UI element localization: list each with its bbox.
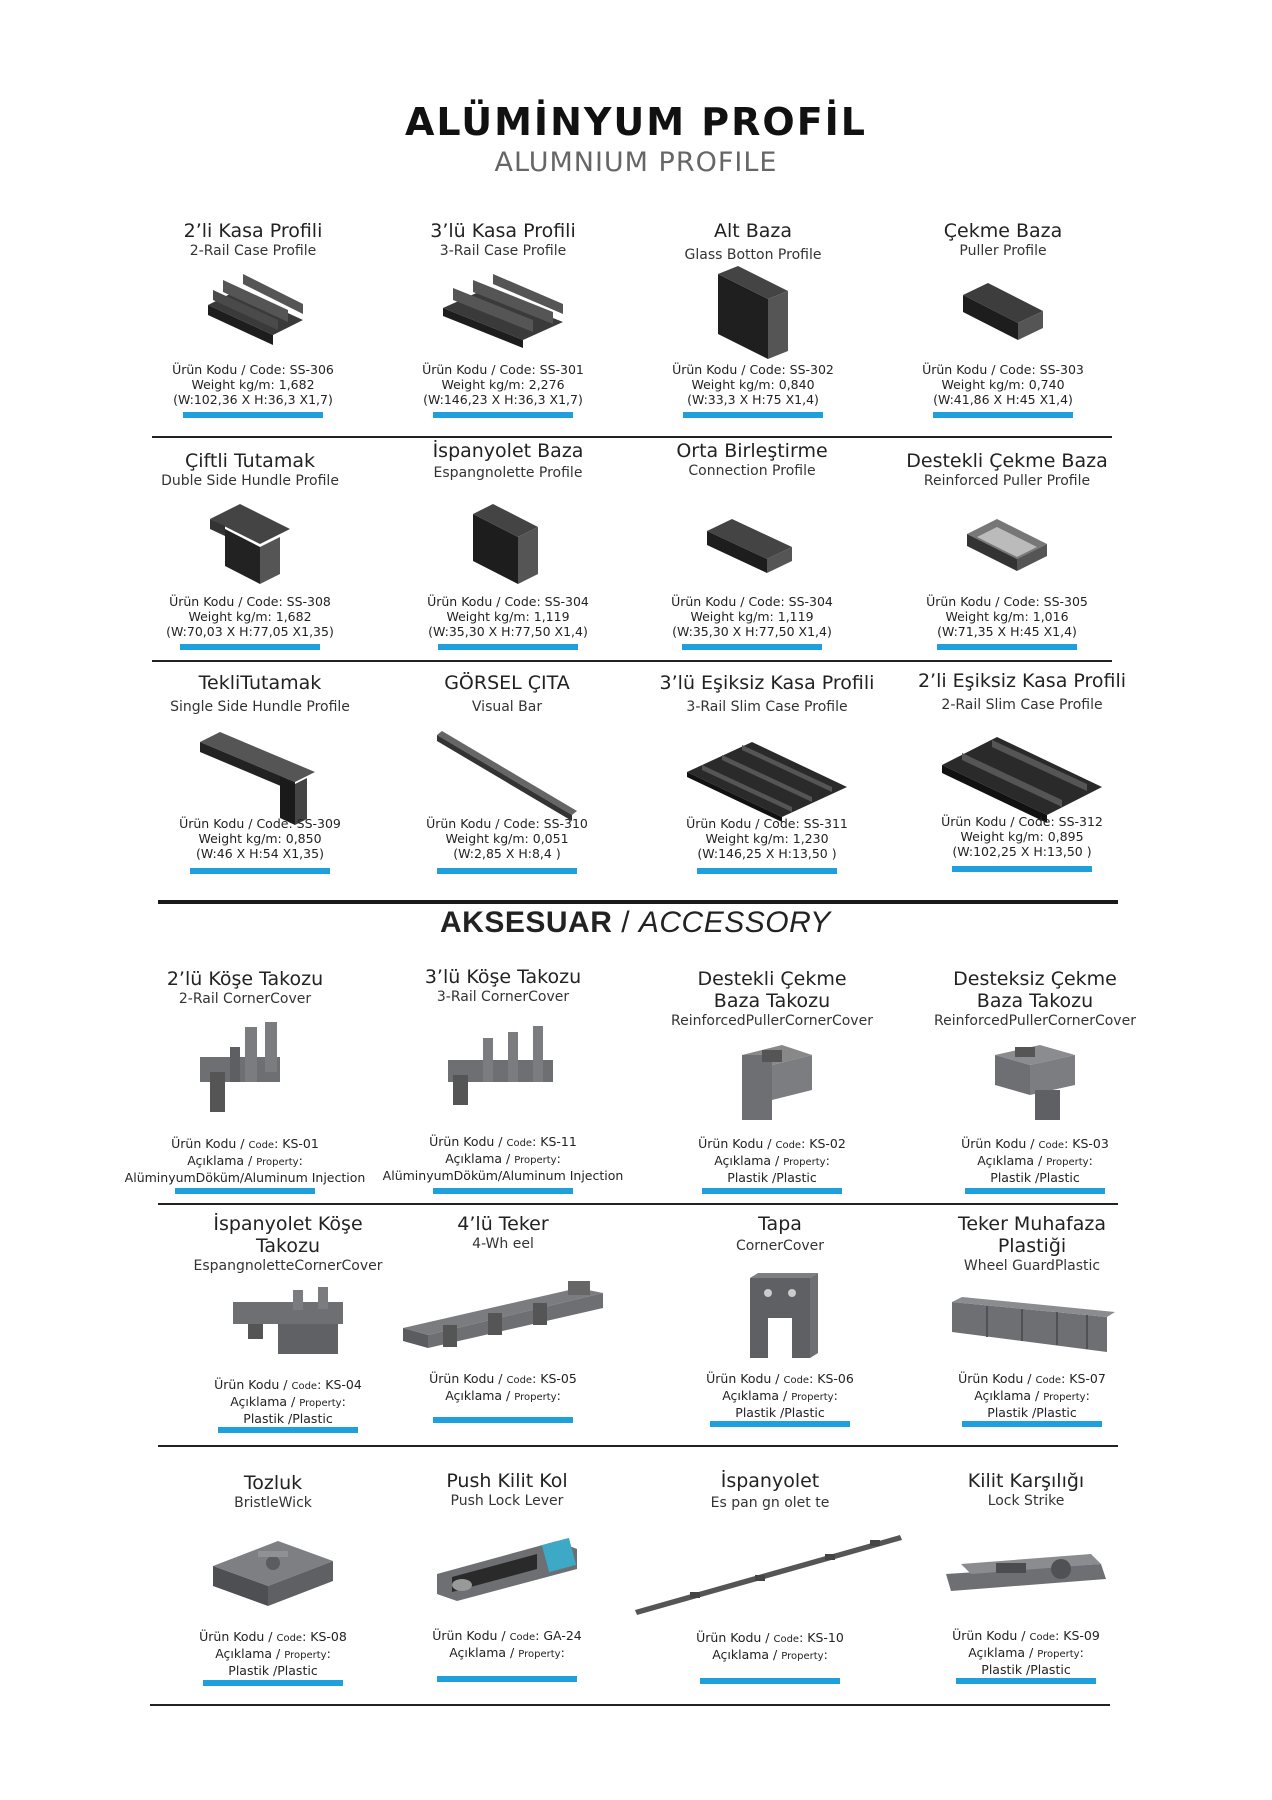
product-material: Plastik /Plastic xyxy=(735,1405,825,1420)
product-property-line: Açıklama / Property: xyxy=(445,1388,561,1403)
product-code-line: Ürün Kodu / Code: SS-310 xyxy=(426,816,588,831)
accent-bar xyxy=(175,1188,315,1194)
product-dimensions: (W:2,85 X H:8,4 ) xyxy=(453,846,561,861)
product-code: KS-01 xyxy=(282,1136,319,1151)
product-info xyxy=(640,1630,900,1664)
product-name: 2’li Eşiksiz Kasa Profili xyxy=(917,670,1127,692)
product-info xyxy=(896,1628,1156,1677)
product-material: Plastik /Plastic xyxy=(228,1663,318,1678)
product-card[interactable] xyxy=(637,672,897,882)
product-subtitle: Es pan gn olet te xyxy=(710,1495,830,1511)
product-material: AlüminyumDöküm/Aluminum Injection xyxy=(124,1170,366,1185)
product-card[interactable] xyxy=(123,220,383,420)
accessory-card[interactable] xyxy=(640,1470,900,1695)
accent-bar xyxy=(180,644,320,650)
product-subtitle: Espangnolette Profile xyxy=(433,465,583,481)
product-info xyxy=(873,362,1133,407)
product-name: Çiftli Tutamak xyxy=(185,450,315,472)
product-info xyxy=(377,1628,637,1662)
product-subtitle: Push Lock Lever xyxy=(450,1493,564,1509)
product-subtitle: 3-Rail Slim Case Profile xyxy=(686,699,848,715)
accent-bar xyxy=(433,1188,573,1194)
product-subtitle: 3-Rail Case Profile xyxy=(439,243,567,259)
accent-bar xyxy=(682,644,822,650)
two-rail-profile-icon xyxy=(123,260,383,360)
product-property-line: Açıklama / Property: xyxy=(974,1388,1090,1403)
product-code: SS-310 xyxy=(543,816,588,831)
accessory-card[interactable] xyxy=(896,1470,1156,1695)
product-property-line: Açıklama / Property: xyxy=(215,1646,331,1661)
product-property-line: Açıklama / Property: xyxy=(445,1151,561,1166)
product-material: Plastik /Plastic xyxy=(990,1170,1080,1185)
product-weight: Weight kg/m: 0,840 xyxy=(691,377,815,392)
accent-bar xyxy=(962,1421,1102,1427)
reinforced-puller-corner-icon xyxy=(642,1030,902,1130)
accent-bar xyxy=(933,412,1073,418)
product-property-line: Açıklama / Property: xyxy=(449,1645,565,1660)
accent-bar xyxy=(683,412,823,418)
row-divider xyxy=(158,1203,1118,1205)
product-weight: Weight kg/m: 1,682 xyxy=(188,609,312,624)
accessory-card[interactable] xyxy=(373,966,633,1191)
product-info xyxy=(377,816,637,861)
product-subtitle: 3-Rail CornerCover xyxy=(436,989,570,1005)
accessory-card[interactable] xyxy=(650,1213,910,1438)
product-name: 2’lü Köşe Takozu xyxy=(166,968,324,990)
product-code: SS-309 xyxy=(296,816,341,831)
product-card[interactable] xyxy=(373,220,633,420)
product-subtitle: Connection Profile xyxy=(688,463,816,479)
product-subtitle: Lock Strike xyxy=(987,1493,1065,1509)
product-property-line: Açıklama / Property: xyxy=(977,1153,1093,1168)
product-subtitle: 2-Rail Case Profile xyxy=(189,243,317,259)
product-code-line: Ürün Kodu / Code: KS-09 xyxy=(952,1628,1100,1643)
product-code: KS-10 xyxy=(807,1630,844,1645)
product-material: AlüminyumDöküm/Aluminum Injection xyxy=(382,1168,624,1183)
product-info xyxy=(642,1136,902,1185)
product-material: Plastik /Plastic xyxy=(981,1662,1071,1677)
product-subtitle: Single Side Hundle Profile xyxy=(170,699,350,715)
product-name: İspanyolet Baza xyxy=(432,440,584,462)
product-weight: Weight kg/m: 0,740 xyxy=(941,377,1065,392)
product-weight: Weight kg/m: 1,016 xyxy=(945,609,1069,624)
product-code: SS-312 xyxy=(1058,814,1103,829)
product-subtitle: Puller Profile xyxy=(959,243,1047,259)
lock-strike-icon xyxy=(896,1514,1156,1624)
accent-bar xyxy=(433,412,573,418)
accent-bar xyxy=(956,1678,1096,1684)
three-rail-profile-icon xyxy=(373,260,633,360)
product-code: KS-06 xyxy=(817,1371,854,1386)
product-info xyxy=(902,1371,1162,1420)
product-card[interactable] xyxy=(130,672,390,882)
product-dimensions: (W:33,3 X H:75 X1,4) xyxy=(687,392,819,407)
accent-bar xyxy=(183,412,323,418)
product-subtitle: Reinforced Puller Profile xyxy=(923,473,1091,489)
product-code-line: Ürün Kodu / Code: SS-301 xyxy=(422,362,584,377)
product-name: Çekme Baza xyxy=(943,220,1063,242)
double-handle-profile-icon xyxy=(120,494,380,594)
product-card[interactable] xyxy=(873,220,1133,420)
product-card[interactable] xyxy=(877,450,1137,650)
product-info xyxy=(373,1134,633,1183)
cap-icon xyxy=(650,1263,910,1373)
accent-bar xyxy=(965,1188,1105,1194)
product-dimensions: (W:41,86 X H:45 X1,4) xyxy=(933,392,1073,407)
product-code-line: Ürün Kodu / Code: SS-309 xyxy=(179,816,341,831)
product-property-line: Açıklama / Property: xyxy=(968,1645,1084,1660)
row-divider xyxy=(152,436,1112,438)
product-property-line: Açıklama / Property: xyxy=(714,1153,830,1168)
two-rail-corner-cover-icon xyxy=(115,1012,375,1122)
product-material: Plastik /Plastic xyxy=(243,1411,333,1426)
product-name: Desteksiz Çekme Baza Takozu xyxy=(953,968,1117,1012)
product-name: Kilit Karşılığı xyxy=(967,1470,1085,1492)
product-info xyxy=(378,594,638,639)
product-name: 2’li Kasa Profili xyxy=(183,220,323,242)
product-subtitle: BristleWick xyxy=(234,1495,312,1511)
product-weight: Weight kg/m: 0,051 xyxy=(445,831,569,846)
product-card[interactable] xyxy=(623,220,883,420)
row-divider xyxy=(150,1704,1110,1706)
accent-bar xyxy=(190,868,330,874)
row-divider xyxy=(152,660,1112,662)
product-code-line: Ürün Kodu / Code: KS-03 xyxy=(961,1136,1109,1151)
product-subtitle: 2-Rail CornerCover xyxy=(178,991,312,1007)
product-property-line: Açıklama / Property: xyxy=(187,1153,303,1168)
espagnolette-profile-icon xyxy=(378,494,638,594)
product-name: TekliTutamak xyxy=(198,672,322,694)
product-code: SS-301 xyxy=(539,362,584,377)
accent-bar xyxy=(433,1417,573,1423)
product-code: SS-306 xyxy=(289,362,334,377)
product-info xyxy=(650,1371,910,1420)
product-info xyxy=(123,362,383,407)
product-code-line: Ürün Kodu / Code: KS-02 xyxy=(698,1136,846,1151)
accessory-card[interactable] xyxy=(642,968,902,1193)
puller-corner-icon xyxy=(905,1030,1165,1130)
product-info xyxy=(130,816,390,861)
product-weight: Weight kg/m: 1,230 xyxy=(705,831,829,846)
product-code-line: Ürün Kodu / Code: SS-306 xyxy=(172,362,334,377)
product-code-line: Ürün Kodu / Code: KS-04 xyxy=(214,1377,362,1392)
product-card[interactable] xyxy=(120,450,380,650)
product-code: SS-303 xyxy=(1039,362,1084,377)
product-info xyxy=(115,1136,375,1185)
product-name: Push Kilit Kol xyxy=(446,1470,568,1492)
product-name: Tapa xyxy=(758,1213,802,1235)
product-property-line: Açıklama / Property: xyxy=(722,1388,838,1403)
accessory-card[interactable] xyxy=(143,1472,403,1697)
product-code-line: Ürün Kodu / Code: SS-303 xyxy=(922,362,1084,377)
product-code-line: Ürün Kodu / Code: KS-06 xyxy=(706,1371,854,1386)
product-dimensions: (W:71,35 X H:45 X1,4) xyxy=(937,624,1077,639)
accent-bar xyxy=(700,1678,840,1684)
product-code-line: Ürün Kodu / Code: SS-304 xyxy=(671,594,833,609)
product-subtitle: Wheel GuardPlastic xyxy=(963,1258,1101,1274)
product-property-line: Açıklama / Property: xyxy=(230,1394,346,1409)
product-material: Plastik /Plastic xyxy=(727,1170,817,1185)
accent-bar xyxy=(952,866,1092,872)
product-property-line: Açıklama / Property: xyxy=(712,1647,828,1662)
product-code: KS-11 xyxy=(540,1134,577,1149)
product-name: Teker Muhafaza Plastiği xyxy=(957,1213,1106,1257)
product-code-line: Ürün Kodu / Code: KS-11 xyxy=(429,1134,577,1149)
product-dimensions: (W:102,36 X H:36,3 X1,7) xyxy=(173,392,333,407)
product-subtitle: CornerCover xyxy=(735,1238,825,1254)
accent-bar xyxy=(437,868,577,874)
product-weight: Weight kg/m: 1,119 xyxy=(446,609,570,624)
product-code-line: Ürün Kodu / Code: SS-308 xyxy=(169,594,331,609)
section-divider xyxy=(158,900,1118,904)
product-dimensions: (W:70,03 X H:77,05 X1,35) xyxy=(166,624,334,639)
product-subtitle: Visual Bar xyxy=(471,699,543,715)
product-subtitle: ReinforcedPullerCornerCover xyxy=(671,1013,873,1029)
bristle-wick-icon xyxy=(143,1516,403,1626)
product-dimensions: (W:102,25 X H:13,50 ) xyxy=(952,844,1092,859)
product-name: 4’lü Teker xyxy=(457,1213,549,1235)
product-code-line: Ürün Kodu / Code: SS-312 xyxy=(941,814,1103,829)
page-header xyxy=(0,100,1272,180)
product-dimensions: (W:35,30 X H:77,50 X1,4) xyxy=(428,624,588,639)
product-dimensions: (W:46 X H:54 X1,35) xyxy=(196,846,324,861)
product-info xyxy=(637,816,897,861)
glass-bottom-profile-icon xyxy=(623,264,883,364)
product-code-line: Ürün Kodu / Code: KS-01 xyxy=(171,1136,319,1151)
product-code: SS-308 xyxy=(286,594,331,609)
wheel-guard-icon xyxy=(902,1277,1162,1377)
product-name: Alt Baza xyxy=(713,220,793,242)
product-card[interactable] xyxy=(622,440,882,650)
row-divider xyxy=(158,1445,1118,1447)
accent-bar xyxy=(937,644,1077,650)
product-code-line: Ürün Kodu / Code: SS-302 xyxy=(672,362,834,377)
product-name: İspanyolet xyxy=(720,1470,820,1492)
accent-bar xyxy=(702,1188,842,1194)
accent-bar xyxy=(437,1676,577,1682)
product-code: KS-03 xyxy=(1072,1136,1109,1151)
product-subtitle: Glass Botton Profile xyxy=(684,247,822,263)
accent-bar xyxy=(710,1421,850,1427)
product-name: Destekli Çekme Baza Takozu xyxy=(697,968,847,1012)
product-card[interactable] xyxy=(378,440,638,650)
product-info xyxy=(373,362,633,407)
product-code: KS-07 xyxy=(1069,1371,1106,1386)
product-code: KS-09 xyxy=(1063,1628,1100,1643)
push-lock-lever-icon xyxy=(377,1514,637,1624)
product-card[interactable] xyxy=(892,670,1152,880)
product-info xyxy=(623,362,883,407)
accent-bar xyxy=(203,1680,343,1686)
product-subtitle: 2-Rail Slim Case Profile xyxy=(941,697,1103,713)
product-code-line: Ürün Kodu / Code: KS-05 xyxy=(429,1371,577,1386)
product-code: SS-305 xyxy=(1043,594,1088,609)
accessory-card[interactable] xyxy=(377,1470,637,1695)
accessory-card[interactable] xyxy=(373,1213,633,1438)
accessory-card[interactable] xyxy=(115,968,375,1193)
product-info xyxy=(373,1371,633,1405)
product-dimensions: (W:35,30 X H:77,50 X1,4) xyxy=(672,624,832,639)
product-weight: Weight kg/m: 1,119 xyxy=(690,609,814,624)
product-info xyxy=(622,594,882,639)
product-name: Orta Birleştirme xyxy=(676,440,828,462)
product-code: GA-24 xyxy=(543,1628,582,1643)
espagnolette-bar-icon xyxy=(605,1510,935,1630)
product-subtitle: EspangnoletteCornerCover xyxy=(193,1258,383,1274)
accent-bar xyxy=(218,1427,358,1433)
product-weight: Weight kg/m: 0,850 xyxy=(198,831,322,846)
product-name: GÖRSEL ÇITA xyxy=(444,672,570,694)
accent-bar xyxy=(697,868,837,874)
product-code: KS-05 xyxy=(540,1371,577,1386)
product-weight: Weight kg/m: 0,895 xyxy=(960,829,1084,844)
accessory-card[interactable] xyxy=(902,1213,1162,1438)
reinforced-puller-profile-icon xyxy=(877,494,1137,594)
accessory-section-title: AKSESUAR / ACCESSORY xyxy=(440,906,831,939)
accessory-card[interactable] xyxy=(905,968,1165,1193)
product-dimensions: (W:146,25 X H:13,50 ) xyxy=(697,846,837,861)
product-code-line: Ürün Kodu / Code: KS-08 xyxy=(199,1629,347,1644)
product-code-line: Ürün Kodu / Code: SS-305 xyxy=(926,594,1088,609)
product-code-line: Ürün Kodu / Code: KS-07 xyxy=(958,1371,1106,1386)
four-wheel-icon xyxy=(373,1263,633,1373)
product-subtitle: 4-Wh eel xyxy=(472,1236,534,1252)
product-code-line: Ürün Kodu / Code: SS-311 xyxy=(686,816,848,831)
product-subtitle: Duble Side Hundle Profile xyxy=(161,473,339,489)
product-weight: Weight kg/m: 1,682 xyxy=(191,377,315,392)
product-code: SS-304 xyxy=(544,594,589,609)
accent-bar xyxy=(438,644,578,650)
product-name: 3’lü Köşe Takozu xyxy=(424,966,582,988)
three-rail-corner-cover-icon xyxy=(373,1010,633,1120)
product-info xyxy=(905,1136,1165,1185)
product-name: 3’lü Kasa Profili xyxy=(430,220,576,242)
product-name: Destekli Çekme Baza xyxy=(906,450,1108,472)
page-subtitle: ALUMNIUM PROFILE xyxy=(494,147,778,178)
product-subtitle: ReinforcedPullerCornerCover xyxy=(934,1013,1136,1029)
product-dimensions: (W:146,23 X H:36,3 X1,7) xyxy=(423,392,583,407)
product-code: KS-04 xyxy=(325,1377,362,1392)
product-code: SS-302 xyxy=(789,362,834,377)
product-code-line: Ürün Kodu / Code: SS-304 xyxy=(427,594,589,609)
product-name: Tozluk xyxy=(243,1472,303,1494)
puller-profile-icon xyxy=(873,260,1133,360)
connection-profile-icon xyxy=(622,494,882,594)
product-weight: Weight kg/m: 2,276 xyxy=(441,377,565,392)
page-title: ALÜMİNYUM PROFİL xyxy=(404,100,868,144)
product-name: 3’lü Eşiksiz Kasa Profili xyxy=(659,672,875,694)
product-info xyxy=(892,814,1152,859)
product-code: KS-02 xyxy=(809,1136,846,1151)
product-code: SS-311 xyxy=(803,816,848,831)
product-name: İspanyolet Köşe Takozu xyxy=(213,1213,363,1257)
product-info xyxy=(143,1629,403,1678)
product-info xyxy=(877,594,1137,639)
product-card[interactable] xyxy=(377,672,637,882)
product-info xyxy=(120,594,380,639)
product-code: SS-304 xyxy=(788,594,833,609)
product-code: KS-08 xyxy=(310,1629,347,1644)
product-code-line: Ürün Kodu / Code: KS-10 xyxy=(696,1630,844,1645)
product-code-line: Ürün Kodu / Code: GA-24 xyxy=(432,1628,582,1643)
product-material: Plastik /Plastic xyxy=(987,1405,1077,1420)
